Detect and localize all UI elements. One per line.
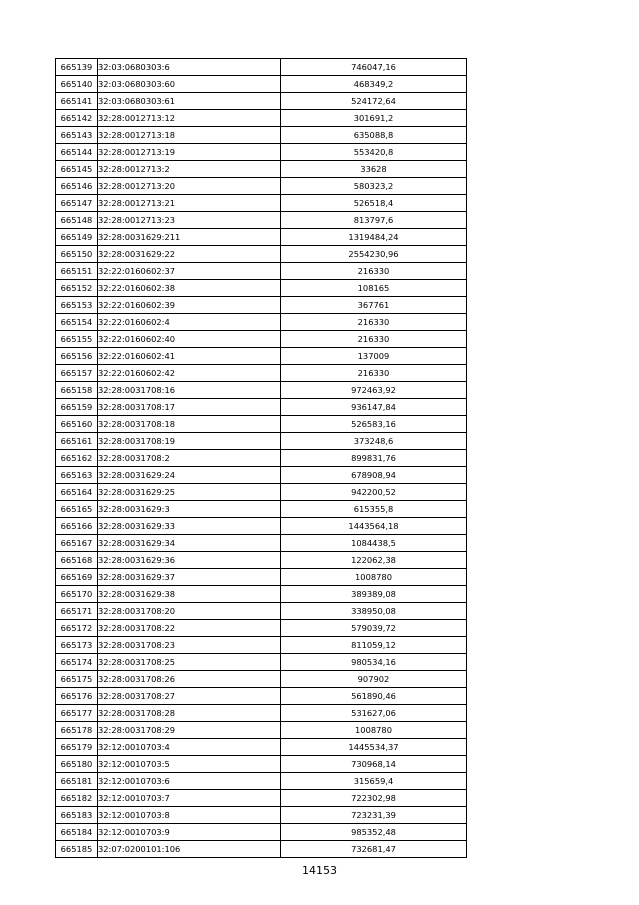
row-id-cell: 665169 xyxy=(56,569,98,586)
cadastral-number-cell: 32:28:0012713:20 xyxy=(98,178,281,195)
row-id-cell: 665173 xyxy=(56,637,98,654)
row-id-cell: 665175 xyxy=(56,671,98,688)
cadastral-number-cell: 32:28:0031629:36 xyxy=(98,552,281,569)
cadastral-number-cell: 32:07:0200101:106 xyxy=(98,841,281,858)
cadastral-number-cell: 32:28:0012713:21 xyxy=(98,195,281,212)
row-id-cell: 665180 xyxy=(56,756,98,773)
table-row xyxy=(56,178,467,195)
cadastral-number-cell: 32:28:0012713:2 xyxy=(98,161,281,178)
row-id-cell: 665155 xyxy=(56,331,98,348)
cadastral-number-cell: 32:22:0160602:37 xyxy=(98,263,281,280)
value-cell: 524172,64 xyxy=(281,93,467,110)
row-id-cell: 665178 xyxy=(56,722,98,739)
value-cell: 338950,08 xyxy=(281,603,467,620)
table-row xyxy=(56,756,467,773)
value-cell: 1008780 xyxy=(281,722,467,739)
table-row xyxy=(56,637,467,654)
value-cell: 531627,06 xyxy=(281,705,467,722)
value-cell: 301691,2 xyxy=(281,110,467,127)
table-row xyxy=(56,705,467,722)
cadastral-number-cell: 32:28:0012713:19 xyxy=(98,144,281,161)
value-cell: 216330 xyxy=(281,314,467,331)
cadastral-number-cell: 32:28:0031629:3 xyxy=(98,501,281,518)
cadastral-number-cell: 32:12:0010703:8 xyxy=(98,807,281,824)
row-id-cell: 665144 xyxy=(56,144,98,161)
cadastral-number-cell: 32:28:0012713:12 xyxy=(98,110,281,127)
table-row xyxy=(56,195,467,212)
table-row xyxy=(56,399,467,416)
cadastral-number-cell: 32:28:0031708:20 xyxy=(98,603,281,620)
value-cell: 373248,6 xyxy=(281,433,467,450)
row-id-cell: 665147 xyxy=(56,195,98,212)
row-id-cell: 665139 xyxy=(56,59,98,76)
table-row xyxy=(56,416,467,433)
table-row xyxy=(56,382,467,399)
value-cell: 635088,8 xyxy=(281,127,467,144)
row-id-cell: 665165 xyxy=(56,501,98,518)
cadastral-number-cell: 32:22:0160602:40 xyxy=(98,331,281,348)
table-row xyxy=(56,739,467,756)
row-id-cell: 665168 xyxy=(56,552,98,569)
value-cell: 122062,38 xyxy=(281,552,467,569)
cadastral-value-table xyxy=(55,58,467,858)
table-body xyxy=(56,59,467,858)
value-cell: 678908,94 xyxy=(281,467,467,484)
cadastral-number-cell: 32:28:0031629:34 xyxy=(98,535,281,552)
value-cell: 722302,98 xyxy=(281,790,467,807)
table-row xyxy=(56,620,467,637)
value-cell: 216330 xyxy=(281,365,467,382)
table-row xyxy=(56,263,467,280)
table-row xyxy=(56,807,467,824)
value-cell: 985352,48 xyxy=(281,824,467,841)
cadastral-number-cell: 32:28:0031629:25 xyxy=(98,484,281,501)
cadastral-number-cell: 32:03:0680303:60 xyxy=(98,76,281,93)
value-cell: 1008780 xyxy=(281,569,467,586)
value-cell: 1319484,24 xyxy=(281,229,467,246)
table-row xyxy=(56,229,467,246)
row-id-cell: 665164 xyxy=(56,484,98,501)
table-row xyxy=(56,365,467,382)
value-cell: 1084438,5 xyxy=(281,535,467,552)
value-cell: 526583,16 xyxy=(281,416,467,433)
row-id-cell: 665184 xyxy=(56,824,98,841)
row-id-cell: 665163 xyxy=(56,467,98,484)
cadastral-number-cell: 32:22:0160602:41 xyxy=(98,348,281,365)
table-row xyxy=(56,688,467,705)
cadastral-number-cell: 32:03:0680303:61 xyxy=(98,93,281,110)
cadastral-number-cell: 32:28:0031708:16 xyxy=(98,382,281,399)
table-row xyxy=(56,161,467,178)
cadastral-number-cell: 32:28:0031629:22 xyxy=(98,246,281,263)
row-id-cell: 665151 xyxy=(56,263,98,280)
cadastral-number-cell: 32:28:0012713:23 xyxy=(98,212,281,229)
cadastral-number-cell: 32:28:0031629:38 xyxy=(98,586,281,603)
cadastral-number-cell: 32:28:0031708:19 xyxy=(98,433,281,450)
table-row xyxy=(56,824,467,841)
cadastral-number-cell: 32:28:0031708:29 xyxy=(98,722,281,739)
table-row xyxy=(56,586,467,603)
cadastral-number-cell: 32:12:0010703:4 xyxy=(98,739,281,756)
row-id-cell: 665150 xyxy=(56,246,98,263)
cadastral-number-cell: 32:28:0031708:22 xyxy=(98,620,281,637)
cadastral-number-cell: 32:28:0031629:33 xyxy=(98,518,281,535)
value-cell: 561890,46 xyxy=(281,688,467,705)
value-cell: 108165 xyxy=(281,280,467,297)
value-cell: 942200,52 xyxy=(281,484,467,501)
table-row xyxy=(56,484,467,501)
row-id-cell: 665149 xyxy=(56,229,98,246)
table-row xyxy=(56,603,467,620)
cadastral-number-cell: 32:22:0160602:42 xyxy=(98,365,281,382)
value-cell: 615355,8 xyxy=(281,501,467,518)
table-row xyxy=(56,348,467,365)
value-cell: 216330 xyxy=(281,331,467,348)
row-id-cell: 665145 xyxy=(56,161,98,178)
value-cell: 980534,16 xyxy=(281,654,467,671)
value-cell: 2554230,96 xyxy=(281,246,467,263)
row-id-cell: 665183 xyxy=(56,807,98,824)
table-row xyxy=(56,552,467,569)
cadastral-number-cell: 32:22:0160602:39 xyxy=(98,297,281,314)
value-cell: 936147,84 xyxy=(281,399,467,416)
cadastral-number-cell: 32:28:0031708:28 xyxy=(98,705,281,722)
row-id-cell: 665157 xyxy=(56,365,98,382)
cadastral-number-cell: 32:12:0010703:9 xyxy=(98,824,281,841)
cadastral-number-cell: 32:28:0031629:211 xyxy=(98,229,281,246)
cadastral-number-cell: 32:22:0160602:4 xyxy=(98,314,281,331)
value-cell: 580323,2 xyxy=(281,178,467,195)
row-id-cell: 665158 xyxy=(56,382,98,399)
row-id-cell: 665153 xyxy=(56,297,98,314)
row-id-cell: 665185 xyxy=(56,841,98,858)
row-id-cell: 665162 xyxy=(56,450,98,467)
row-id-cell: 665171 xyxy=(56,603,98,620)
table-row xyxy=(56,450,467,467)
table-row xyxy=(56,127,467,144)
value-cell: 730968,14 xyxy=(281,756,467,773)
row-id-cell: 665167 xyxy=(56,535,98,552)
page-number: 14153 xyxy=(302,864,337,877)
table-row xyxy=(56,76,467,93)
table-row xyxy=(56,569,467,586)
row-id-cell: 665179 xyxy=(56,739,98,756)
table-row xyxy=(56,773,467,790)
row-id-cell: 665172 xyxy=(56,620,98,637)
cadastral-number-cell: 32:12:0010703:6 xyxy=(98,773,281,790)
table-row xyxy=(56,246,467,263)
cadastral-number-cell: 32:22:0160602:38 xyxy=(98,280,281,297)
value-cell: 137009 xyxy=(281,348,467,365)
row-id-cell: 665174 xyxy=(56,654,98,671)
table-row xyxy=(56,212,467,229)
cadastral-number-cell: 32:28:0031708:23 xyxy=(98,637,281,654)
table-row xyxy=(56,110,467,127)
table-row xyxy=(56,331,467,348)
value-cell: 1443564,18 xyxy=(281,518,467,535)
cadastral-number-cell: 32:28:0031708:26 xyxy=(98,671,281,688)
table-row xyxy=(56,654,467,671)
table-row xyxy=(56,280,467,297)
value-cell: 732681,47 xyxy=(281,841,467,858)
row-id-cell: 665182 xyxy=(56,790,98,807)
value-cell: 811059,12 xyxy=(281,637,467,654)
cadastral-number-cell: 32:28:0031629:24 xyxy=(98,467,281,484)
cadastral-number-cell: 32:28:0031708:18 xyxy=(98,416,281,433)
cadastral-number-cell: 32:28:0031629:37 xyxy=(98,569,281,586)
row-id-cell: 665143 xyxy=(56,127,98,144)
value-cell: 899831,76 xyxy=(281,450,467,467)
row-id-cell: 665141 xyxy=(56,93,98,110)
table-row xyxy=(56,671,467,688)
table-row xyxy=(56,59,467,76)
value-cell: 468349,2 xyxy=(281,76,467,93)
row-id-cell: 665176 xyxy=(56,688,98,705)
value-cell: 367761 xyxy=(281,297,467,314)
value-cell: 389389,08 xyxy=(281,586,467,603)
row-id-cell: 665170 xyxy=(56,586,98,603)
table-row xyxy=(56,535,467,552)
value-cell: 746047,16 xyxy=(281,59,467,76)
value-cell: 723231,39 xyxy=(281,807,467,824)
value-cell: 907902 xyxy=(281,671,467,688)
row-id-cell: 665142 xyxy=(56,110,98,127)
row-id-cell: 665146 xyxy=(56,178,98,195)
value-cell: 33628 xyxy=(281,161,467,178)
value-cell: 315659,4 xyxy=(281,773,467,790)
row-id-cell: 665161 xyxy=(56,433,98,450)
table-row xyxy=(56,297,467,314)
row-id-cell: 665154 xyxy=(56,314,98,331)
table-row xyxy=(56,841,467,858)
row-id-cell: 665152 xyxy=(56,280,98,297)
cadastral-number-cell: 32:28:0031708:17 xyxy=(98,399,281,416)
value-cell: 216330 xyxy=(281,263,467,280)
value-cell: 553420,8 xyxy=(281,144,467,161)
cadastral-number-cell: 32:28:0031708:2 xyxy=(98,450,281,467)
row-id-cell: 665159 xyxy=(56,399,98,416)
value-cell: 526518,4 xyxy=(281,195,467,212)
table-row xyxy=(56,722,467,739)
row-id-cell: 665181 xyxy=(56,773,98,790)
value-cell: 579039,72 xyxy=(281,620,467,637)
value-cell: 813797,6 xyxy=(281,212,467,229)
table-row xyxy=(56,467,467,484)
row-id-cell: 665148 xyxy=(56,212,98,229)
value-cell: 972463,92 xyxy=(281,382,467,399)
cadastral-number-cell: 32:28:0031708:27 xyxy=(98,688,281,705)
table-row xyxy=(56,790,467,807)
row-id-cell: 665156 xyxy=(56,348,98,365)
cadastral-number-cell: 32:12:0010703:7 xyxy=(98,790,281,807)
row-id-cell: 665166 xyxy=(56,518,98,535)
table-row xyxy=(56,518,467,535)
cadastral-number-cell: 32:03:0680303:6 xyxy=(98,59,281,76)
cadastral-number-cell: 32:12:0010703:5 xyxy=(98,756,281,773)
row-id-cell: 665160 xyxy=(56,416,98,433)
value-cell: 1445534,37 xyxy=(281,739,467,756)
cadastral-number-cell: 32:28:0031708:25 xyxy=(98,654,281,671)
table-row xyxy=(56,501,467,518)
table-row xyxy=(56,433,467,450)
row-id-cell: 665140 xyxy=(56,76,98,93)
cadastral-number-cell: 32:28:0012713:18 xyxy=(98,127,281,144)
table-row xyxy=(56,93,467,110)
table-row xyxy=(56,144,467,161)
row-id-cell: 665177 xyxy=(56,705,98,722)
table-row xyxy=(56,314,467,331)
